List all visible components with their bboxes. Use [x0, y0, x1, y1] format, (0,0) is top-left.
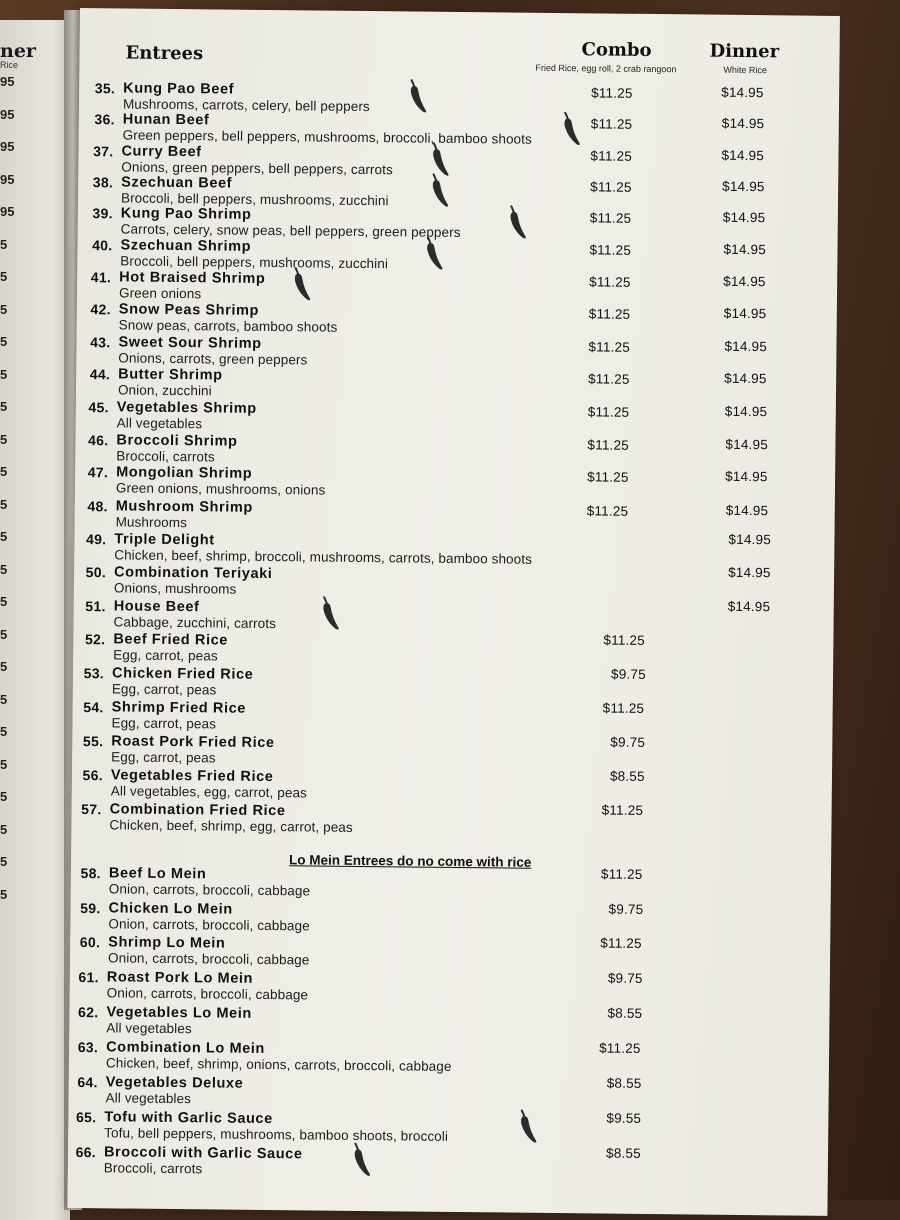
dinner-price: $14.95	[723, 305, 767, 322]
lo-mein-note: Lo Mein Entrees do no come with rice	[289, 852, 532, 870]
menu-item-description: Chicken, beef, shrimp, onions, carrots, broccoli, cabbage	[105, 1055, 452, 1074]
menu-item-name: Broccoli Shrimp	[116, 432, 238, 450]
left-page-price: 95	[0, 171, 15, 187]
menu-item-name: Vegetables Fried Rice	[110, 767, 274, 786]
menu-item	[72, 733, 832, 766]
menu-item	[73, 699, 833, 732]
menu-item-description: Onion, carrots, broccoli, cabbage	[108, 881, 311, 899]
menu-item	[68, 1144, 828, 1177]
combo-price: $11.25	[589, 210, 632, 226]
menu-item-name: Beef Fried Rice	[113, 631, 229, 649]
chili-pepper-icon	[506, 203, 528, 241]
menu-item-number: 46.	[88, 432, 109, 449]
combo-price: $8.55	[607, 1005, 643, 1021]
menu-item-name: House Beef	[113, 598, 200, 616]
menu-item	[77, 334, 837, 368]
menu-item-description: Egg, carrot, peas	[113, 647, 218, 664]
dinner-price: $14.95	[722, 209, 766, 226]
menu-item	[79, 80, 839, 115]
menu-item-name: Broccoli with Garlic Sauce	[103, 1144, 303, 1163]
left-page-price: 5	[0, 626, 8, 642]
chili-pepper-icon	[422, 235, 444, 273]
combo-price: $11.25	[588, 339, 631, 355]
menu-item-number: 47.	[87, 464, 109, 481]
menu-page	[67, 8, 840, 1216]
menu-item-description: Onion, zucchini	[117, 382, 212, 399]
chili-pepper-icon	[516, 1108, 538, 1146]
menu-item-description: Onions, green peppers, bell peppers, carrots	[121, 159, 393, 178]
menu-item-number: 43.	[90, 334, 111, 351]
menu-item-description: Chicken, beef, shrimp, broccoli, mushrooms, carrots, bamboo shoots	[114, 547, 533, 567]
menu-item-name: Butter Shrimp	[118, 366, 223, 384]
menu-item-number: 50.	[85, 564, 107, 581]
left-page-price: 5	[0, 886, 8, 902]
left-page-price: 5	[0, 659, 8, 674]
menu-item-description: Snow peas, carrots, bamboo shoots	[118, 317, 338, 335]
menu-item-number: 51.	[85, 598, 106, 615]
menu-item-description: Onion, carrots, broccoli, cabbage	[108, 916, 310, 934]
menu-item-number: 61.	[78, 969, 99, 986]
menu-item-number: 52.	[84, 631, 106, 648]
menu-item	[76, 399, 836, 432]
menu-item	[76, 432, 836, 465]
left-page-price: 5	[0, 236, 8, 252]
combo-price: $9.75	[610, 734, 646, 750]
menu-item-number: 40.	[92, 237, 113, 254]
left-page-price: 5	[0, 724, 8, 739]
menu-item-description: Egg, carrot, peas	[111, 749, 216, 766]
left-page-price: 5	[0, 496, 8, 512]
combo-subheading: Fried Rice, egg roll, 2 crab rangoon	[535, 62, 677, 75]
menu-item-name: Tofu with Garlic Sauce	[104, 1109, 273, 1128]
dinner-price: $14.95	[725, 436, 769, 453]
menu-item-number: 38.	[92, 174, 114, 191]
combo-price: $11.25	[590, 116, 633, 132]
combo-price: $11.25	[586, 503, 629, 519]
menu-item	[75, 498, 835, 531]
menu-item-name: Hunan Beef	[122, 111, 210, 129]
menu-item	[70, 1004, 830, 1037]
menu-item-number: 37.	[93, 143, 114, 160]
left-page-price: 5	[0, 301, 8, 317]
menu-item-number: 56.	[82, 767, 104, 784]
entrees-heading: Entrees	[125, 42, 204, 65]
menu-item-description: Onion, carrots, broccoli, cabbage	[107, 950, 310, 968]
menu-item	[69, 1039, 829, 1074]
dinner-price: $14.95	[724, 338, 768, 355]
menu-item-number: 57.	[81, 801, 102, 818]
menu-item-name: Sweet Sour Shrimp	[118, 334, 262, 352]
menu-item-description: All vegetables	[116, 415, 203, 432]
menu-item	[70, 969, 830, 1003]
menu-item	[72, 801, 832, 835]
left-page-price: 95	[0, 74, 15, 89]
menu-item-description: Onions, carrots, green peppers	[118, 350, 308, 368]
menu-item-name: Mushroom Shrimp	[115, 498, 253, 516]
left-page-subheader: Rice	[0, 60, 19, 70]
combo-price: $11.25	[603, 632, 645, 648]
combo-price: $8.55	[609, 768, 645, 784]
dinner-price: $14.95	[725, 468, 768, 485]
chili-pepper-icon	[318, 595, 340, 633]
menu-item-name: Shrimp Fried Rice	[111, 699, 247, 717]
menu-item-description: Onions, mushrooms	[113, 580, 237, 597]
menu-item-name: Triple Delight	[114, 531, 215, 549]
menu-item	[69, 1074, 829, 1107]
menu-item-description: Green onions, mushrooms, onions	[115, 480, 326, 498]
menu-item	[70, 934, 830, 968]
menu-item-number: 65.	[75, 1109, 97, 1126]
menu-item	[75, 531, 835, 567]
menu-item-number: 35.	[94, 80, 116, 97]
menu-item	[74, 598, 834, 632]
left-page-price: 5	[0, 691, 8, 707]
menu-item	[71, 900, 831, 934]
menu-item-name: Chicken Fried Rice	[111, 665, 254, 683]
chili-pepper-icon	[428, 172, 450, 210]
dinner-price: $14.95	[721, 84, 764, 101]
menu-item	[76, 366, 836, 399]
combo-price: $11.25	[587, 404, 630, 420]
menu-item-name: Snow Peas Shrimp	[118, 301, 260, 319]
menu-item-number: 63.	[77, 1039, 99, 1056]
dinner-price: $14.95	[723, 273, 766, 290]
menu-item-name: Vegetables Shrimp	[116, 399, 257, 417]
menu-item	[68, 1109, 828, 1144]
combo-price: $11.25	[589, 274, 631, 290]
menu-item-number: 58.	[80, 865, 102, 882]
menu-item-number: 64.	[77, 1074, 98, 1091]
menu-item-name: Chicken Lo Mein	[108, 900, 233, 918]
menu-item-name: Combination Teriyaki	[114, 564, 273, 583]
combo-price: $11.25	[599, 1040, 641, 1056]
combo-price: $11.25	[591, 85, 633, 101]
menu-item-description: Broccoli, bell peppers, mushrooms, zucchini	[120, 253, 389, 272]
left-page-price: 5	[0, 756, 8, 772]
dinner-heading: Dinner	[709, 40, 780, 63]
combo-price: $11.25	[601, 802, 644, 818]
combo-price: $11.25	[588, 306, 631, 322]
menu-item	[78, 174, 838, 209]
chili-pepper-icon	[290, 265, 312, 303]
combo-price: $11.25	[587, 469, 629, 485]
menu-item-description: All vegetables, egg, carrot, peas	[110, 783, 308, 801]
menu-item-description: All vegetables	[105, 1090, 192, 1107]
dinner-price: $14.95	[727, 598, 771, 615]
menu-item-name: Kung Pao Beef	[123, 80, 235, 98]
menu-item-name: Combination Lo Mein	[106, 1039, 266, 1057]
menu-item-description: Green onions	[118, 285, 202, 302]
dinner-price: $14.95	[724, 370, 767, 387]
menu-item-name: Combination Fried Rice	[109, 801, 286, 820]
menu-item	[73, 631, 833, 664]
menu-item-description: Mushrooms, carrots, celery, bell peppers	[122, 96, 370, 115]
left-page-price: 5	[0, 561, 8, 577]
left-page-price: 5	[0, 334, 8, 349]
dinner-subheading: White Rice	[723, 64, 767, 76]
menu-item-name: Curry Beef	[121, 143, 202, 161]
menu-item-number: 55.	[82, 733, 104, 750]
left-page-price: 5	[0, 431, 8, 447]
menu-item	[77, 301, 837, 335]
menu-item-number: 36.	[94, 111, 115, 128]
dinner-price: $14.95	[724, 403, 768, 420]
dinner-price: $14.95	[722, 178, 765, 195]
dinner-price: $14.95	[725, 502, 769, 519]
menu-item-description: Broccoli, bell peppers, mushrooms, zucchini	[120, 190, 389, 209]
menu-item-number: 62.	[78, 1004, 99, 1021]
menu-item-name: Roast Pork Lo Mein	[106, 969, 254, 987]
left-page-price: 5	[0, 821, 8, 837]
menu-item-description: Egg, carrot, peas	[111, 715, 217, 732]
menu-item-number: 54.	[83, 699, 104, 716]
menu-item-number: 45.	[88, 399, 109, 416]
menu-item-description: Chicken, beef, shrimp, egg, carrot, peas	[109, 817, 353, 835]
menu-item-name: Szechuan Shrimp	[120, 237, 252, 255]
combo-heading: Combo	[581, 39, 652, 61]
menu-item-name: Roast Pork Fried Rice	[111, 733, 275, 752]
left-page-price: 5	[0, 464, 8, 479]
menu-item-description: Cabbage, zucchini, carrots	[113, 614, 277, 632]
menu-item-description: Onion, carrots, broccoli, cabbage	[106, 985, 309, 1003]
menu-item-name: Beef Lo Mein	[108, 865, 207, 883]
left-page-price: 5	[0, 366, 8, 382]
menu-item-description: All vegetables	[106, 1020, 192, 1037]
chili-pepper-icon	[560, 110, 582, 148]
menu-item-name: Kung Pao Shrimp	[120, 205, 252, 223]
left-page-price: 95	[0, 139, 15, 154]
combo-price: $9.75	[608, 901, 644, 917]
menu-item-name: Vegetables Lo Mein	[106, 1004, 252, 1022]
dinner-price: $14.95	[723, 241, 767, 258]
menu-item	[78, 205, 838, 240]
menu-item-number: 53.	[83, 665, 105, 682]
combo-price: $9.75	[607, 970, 643, 986]
left-page-price: 5	[0, 789, 8, 804]
menu-item-description: Tofu, bell peppers, mushrooms, bamboo shoots, broccoli	[104, 1125, 449, 1144]
menu-item-number: 44.	[89, 366, 111, 383]
menu-item	[77, 269, 837, 302]
combo-price: $8.55	[606, 1075, 642, 1091]
left-page-header: ner	[0, 40, 36, 62]
left-page-price: 95	[0, 204, 15, 219]
combo-price: $11.25	[600, 935, 642, 951]
menu-item-name: Mongolian Shrimp	[116, 464, 253, 482]
combo-price: $11.25	[600, 866, 643, 882]
menu-item-name: Hot Braised Shrimp	[119, 269, 266, 287]
combo-price: $11.25	[590, 179, 632, 195]
menu-item-number: 66.	[75, 1144, 97, 1161]
menu-item	[79, 111, 839, 147]
menu-item	[72, 767, 832, 801]
combo-price: $11.25	[588, 371, 630, 387]
menu-item-number: 59.	[80, 900, 101, 917]
combo-price: $11.25	[587, 437, 630, 453]
menu-item-description: Carrots, celery, snow peas, bell peppers, green peppers	[120, 221, 461, 240]
menu-item-name: Vegetables Deluxe	[105, 1074, 244, 1092]
left-page-price: 5	[0, 399, 8, 414]
menu-item-name: Szechuan Beef	[121, 174, 233, 192]
menu-item	[73, 665, 833, 698]
menu-item-number: 48.	[87, 498, 108, 515]
dinner-price: $14.95	[721, 147, 765, 164]
menu-item-number: 60.	[79, 934, 101, 951]
menu-item	[75, 464, 835, 498]
dinner-price: $14.95	[728, 564, 771, 581]
combo-price: $11.25	[602, 700, 645, 716]
left-page-price: 95	[0, 106, 15, 122]
menu-item-number: 41.	[90, 269, 112, 286]
menu-item-name: Shrimp Lo Mein	[108, 934, 226, 952]
menu-item-description: Mushrooms	[115, 514, 188, 531]
combo-price: $9.75	[610, 666, 646, 682]
chili-pepper-icon	[406, 77, 428, 115]
dinner-price: $14.95	[721, 115, 765, 132]
menu-item-description: Broccoli, carrots	[116, 448, 215, 465]
menu-item-number: 42.	[90, 301, 111, 318]
left-page-price: 5	[0, 594, 8, 609]
menu-item-number: 39.	[92, 205, 113, 222]
chili-pepper-icon	[350, 1141, 372, 1179]
left-page-price: 5	[0, 269, 8, 284]
dinner-price: $14.95	[728, 531, 772, 548]
left-page-price: 5	[0, 529, 8, 544]
menu-item-number: 49.	[85, 531, 107, 548]
menu-item-description: Broccoli, carrots	[103, 1160, 203, 1177]
combo-price: $8.55	[605, 1145, 641, 1161]
menu-item-description: Egg, carrot, peas	[111, 681, 217, 698]
menu-item-description: Green peppers, bell peppers, mushrooms, broccoli, bamboo shoots	[122, 127, 532, 147]
combo-price: $11.25	[590, 148, 633, 164]
combo-price: $11.25	[589, 242, 632, 258]
combo-price: $9.55	[606, 1110, 642, 1126]
left-page-price: 5	[0, 854, 8, 869]
